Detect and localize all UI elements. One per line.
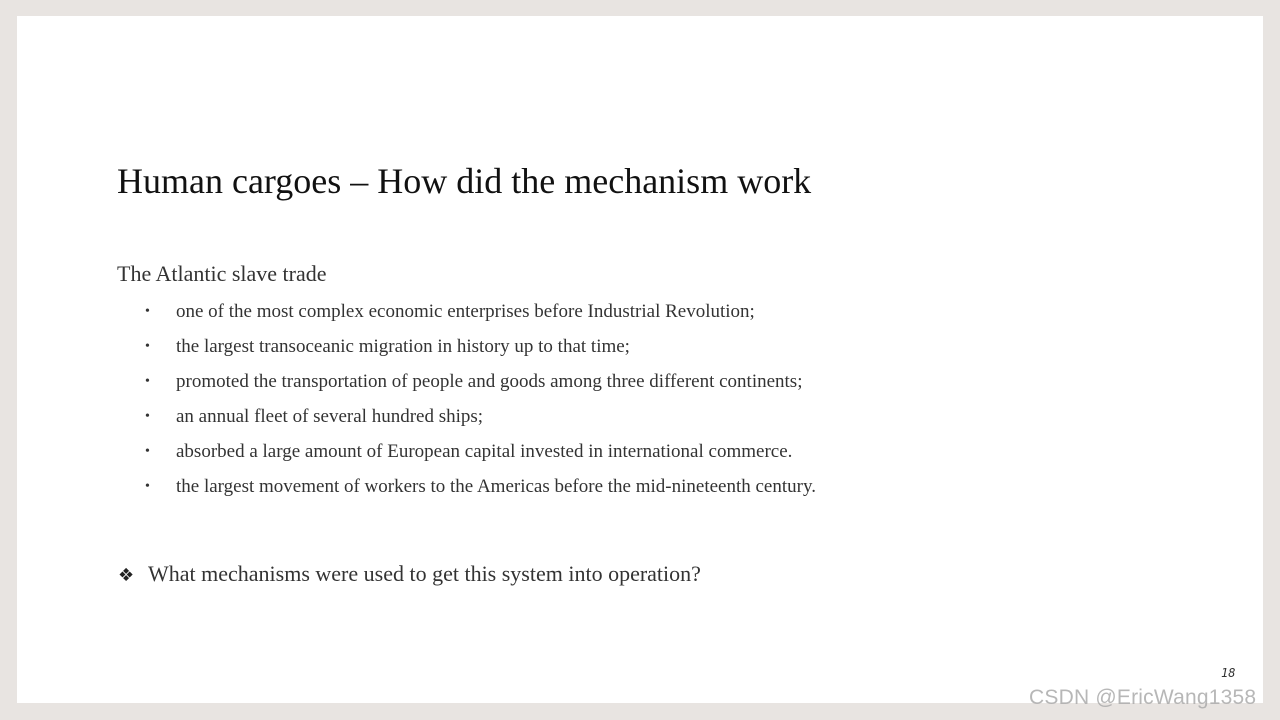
- bullet-text: an annual fleet of several hundred ships;: [176, 406, 484, 427]
- bullet-text: promoted the transportation of people and goods among three different continents;: [176, 371, 803, 392]
- question-text: What mechanisms were used to get this system into operation?: [148, 561, 701, 586]
- diamond-bullet-icon: ❖: [118, 565, 135, 586]
- bullet-text: one of the most complex economic enterprises before Industrial Revolution;: [176, 301, 755, 322]
- bullet-text: the largest transoceanic migration in history up to that time;: [176, 336, 630, 357]
- bullet-icon: •: [145, 374, 150, 389]
- bullet-icon: •: [145, 479, 150, 494]
- discussion-question: [118, 561, 701, 587]
- bullet-icon: •: [145, 304, 150, 319]
- section-heading: The Atlantic slave trade: [117, 261, 327, 286]
- slide: [17, 16, 1263, 703]
- bullet-icon: •: [145, 444, 150, 459]
- bullet-text: the largest movement of workers to the Americas before the mid-nineteenth century.: [176, 476, 816, 497]
- slide-title: Human cargoes – How did the mechanism work: [117, 161, 812, 201]
- bullet-icon: •: [145, 409, 150, 424]
- bullet-text: absorbed a large amount of European capital invested in international commerce.: [176, 441, 793, 462]
- page-number: 18: [1221, 666, 1236, 680]
- bullet-icon: •: [145, 339, 150, 354]
- watermark: CSDN @EricWang1358: [1029, 686, 1257, 709]
